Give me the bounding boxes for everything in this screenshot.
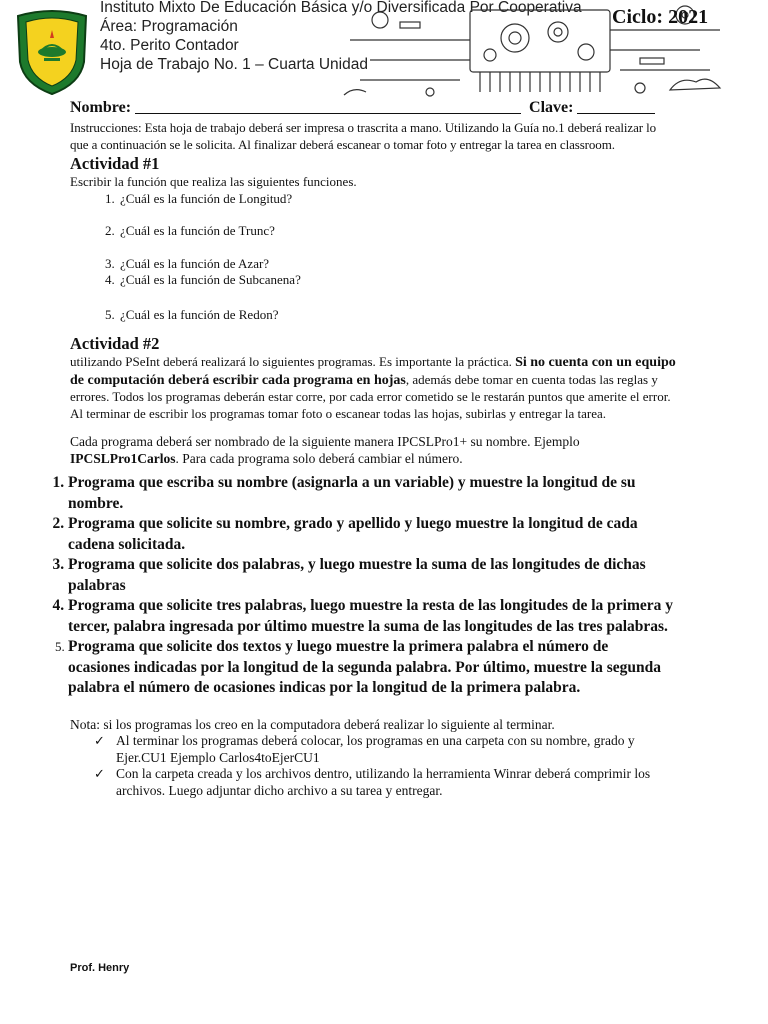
- area-line: Área: Programación: [100, 18, 238, 35]
- professor-signature: Prof. Henry: [70, 962, 130, 974]
- checklist-text: Al terminar los programas deberá colocar, los programas en una carpeta con su nombre, grado y Ejer.CU1 Ejemplo Carlos4toEjerCU1: [116, 733, 635, 765]
- programs-list: [0, 473, 674, 699]
- nombre-field[interactable]: [135, 113, 521, 114]
- institute-name: Instituto Mixto De Educación Básica y/o Diversificada Por Cooperativa: [100, 0, 582, 16]
- question-item: 2. ¿Cuál es la función de Trunc?: [118, 223, 676, 240]
- program-item: 2. Programa que solicite su nombre, grado y apellido y luego muestre la longitud de cada cadena solicitada.: [68, 514, 674, 555]
- program-item: 3. Programa que solicite dos palabras, y luego muestre la suma de las longitudes de dichas palabras: [68, 555, 674, 596]
- programs-section: [70, 473, 676, 699]
- checklist-item: [94, 733, 676, 766]
- program-item: 1. Programa que escriba su nombre (asignarla a un variable) y muestre la longitud de su nombre.: [68, 473, 674, 514]
- nombre-label: Nombre:: [70, 99, 132, 116]
- instructions: Instrucciones: Esta hoja de trabajo deberá ser impresa o trascrita a mano. Utilizando la Guía no.1 deberá realizar lo que a continuación se le solicita. Al finalizar deberá escanear o tomar foto y entregar la tarea en classroom.: [70, 120, 657, 152]
- naming-example: IPCSLPro1Carlos: [70, 450, 176, 466]
- checklist-text: Con la carpeta creada y los archivos dentro, utilizando la herramienta Winrar deberá comprimir los archivos. Luego adjuntar dicho archivo a su tarea y entregar.: [116, 766, 651, 798]
- actividad1-questions: [70, 191, 676, 324]
- ciclo-label: Ciclo: 2021: [612, 6, 709, 28]
- worksheet-line: Hoja de Trabajo No. 1 – Cuarta Unidad: [100, 56, 368, 73]
- question-item: 1. ¿Cuál es la función de Longitud?: [118, 191, 676, 208]
- grade-line: 4to. Perito Contador: [100, 37, 239, 54]
- actividad2-title: Actividad #2: [70, 334, 160, 353]
- actividad2-text: , además debe tomar en cuenta todas las reglas y errores. Todos los programas deberán estar corre, por cada error cometido se le restarán puntos que amerite el error. Al terminar de escribir los programas tomar foto o escanear todas las hojas, subirlas y entregar la tarea.: [70, 371, 671, 421]
- program-item: 5. Programa que solicite dos textos y luego muestre la primera palabra el número de ocasiones indicadas por la longitud de la segunda palabra. Por último, muestre la segunda palabra el número de ocasiones indicas por la longitud de la primera palabra.: [68, 637, 674, 699]
- school-logo: [14, 8, 90, 96]
- program-item: 4. Programa que solicite tres palabras, luego muestre la resta de las longitudes de la primera y tercer, palabra ingresada por último muestre la suma de las longitudes de las tres palabras.: [68, 596, 674, 637]
- clave-field[interactable]: [577, 113, 655, 114]
- actividad2-paragraph1: [70, 354, 676, 422]
- question-item: 3. ¿Cuál es la función de Azar?: [118, 256, 676, 273]
- checklist-item: [94, 766, 676, 799]
- actividad1-title: Actividad #1: [70, 154, 160, 173]
- question-item: 5. ¿Cuál es la función de Redon?: [118, 307, 676, 324]
- actividad2-paragraph2: [70, 434, 676, 467]
- nota-checklist: [70, 733, 676, 799]
- question-item: 4. ¿Cuál es la función de Subcanena?: [118, 272, 676, 289]
- naming-text: . Para cada programa solo deberá cambiar el número.: [175, 450, 463, 466]
- clave-label: Clave:: [529, 99, 574, 116]
- actividad1-intro: Escribir la función que realiza las siguientes funciones.: [70, 174, 357, 189]
- actividad2-bold-text: Si no cuenta con un equipo de computación deberá escribir cada programa en hojas: [70, 355, 676, 388]
- worksheet-body: [70, 120, 676, 799]
- checkmark-icon: ✓: [94, 733, 105, 748]
- actividad2-text: utilizando PSeInt deberá realizará lo siguientes programas. Es importante la práctica.: [70, 354, 516, 369]
- student-info-row: [70, 99, 655, 117]
- naming-text: Cada programa deberá ser nombrado de la siguiente manera IPCSLPro1+ su nombre. Ejemplo: [70, 434, 580, 449]
- checkmark-icon: ✓: [94, 766, 105, 781]
- nota-text: Nota: si los programas los creo en la computadora deberá realizar lo siguiente al terminar.: [70, 716, 555, 732]
